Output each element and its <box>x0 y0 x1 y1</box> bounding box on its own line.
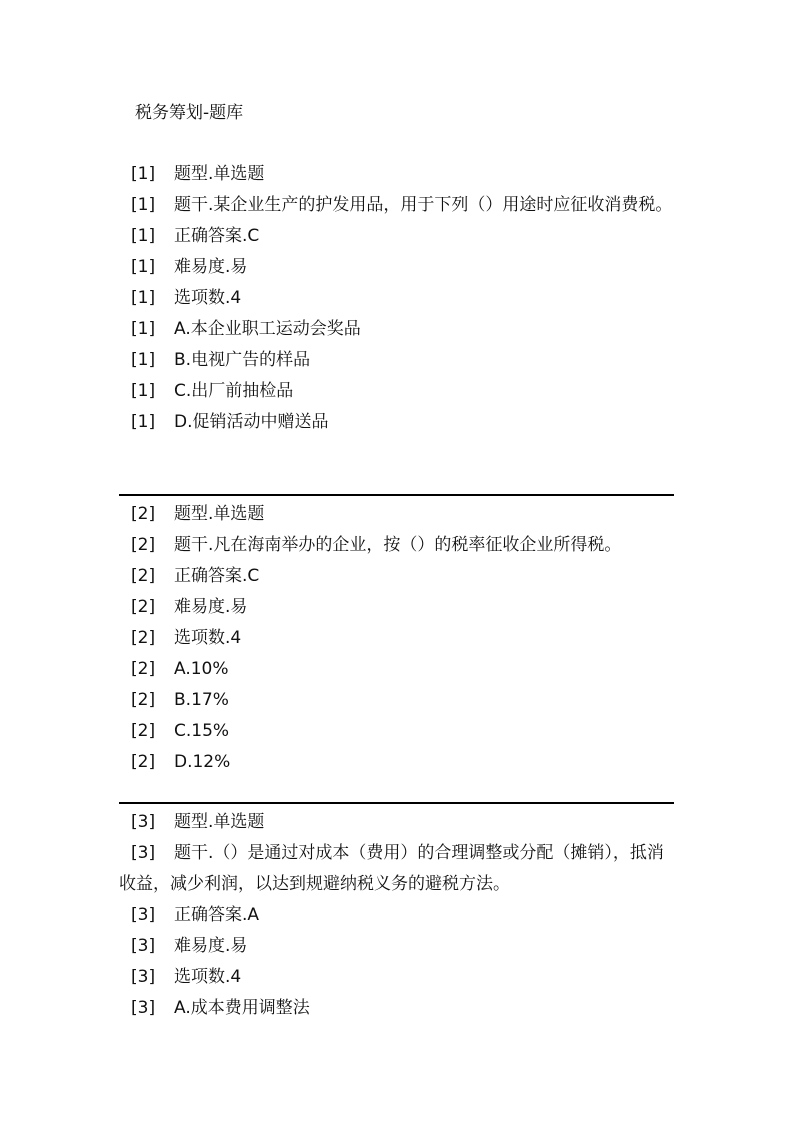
question-block-3 <box>119 807 679 1024</box>
question-block-2 <box>119 499 679 778</box>
question-line-text: C.15% <box>174 721 230 741</box>
question-line <box>119 190 679 221</box>
question-line-text: A.成本费用调整法 <box>174 998 310 1018</box>
question-number: [2] <box>131 690 156 710</box>
question-line <box>119 314 679 345</box>
question-line <box>119 499 679 530</box>
question-line-text: 难易度.易 <box>174 936 248 956</box>
question-line-text: 选项数.4 <box>174 967 242 987</box>
question-line-text: 题干.凡在海南举办的企业，按（）的税率征收企业所得税。 <box>174 535 622 555</box>
question-line <box>119 221 679 252</box>
question-line <box>119 530 679 561</box>
question-line <box>119 716 679 747</box>
question-line-text: B.17% <box>174 690 229 710</box>
divider <box>119 494 674 496</box>
question-line-text: 选项数.4 <box>174 288 242 308</box>
question-line-text: 正确答案.C <box>174 566 260 586</box>
question-line <box>119 685 679 716</box>
question-number: [2] <box>131 597 156 617</box>
question-line <box>119 900 679 931</box>
question-line-text: 难易度.易 <box>174 597 248 617</box>
question-line-text: 难易度.易 <box>174 257 248 277</box>
question-block-1 <box>119 159 679 438</box>
question-line <box>119 592 679 623</box>
question-line-text: 正确答案.C <box>174 226 260 246</box>
question-line-text: D.促销活动中赠送品 <box>174 412 329 432</box>
question-number: [3] <box>131 843 156 863</box>
question-number: [2] <box>131 752 156 772</box>
question-number: [1] <box>131 319 156 339</box>
question-line <box>119 654 679 685</box>
question-line <box>119 962 679 993</box>
question-line-text: A.10% <box>174 659 229 679</box>
question-line <box>119 376 679 407</box>
question-line-text: 题干.某企业生产的护发用品，用于下列（）用途时应征收消费税。 <box>174 195 673 215</box>
question-line <box>119 623 679 654</box>
question-number: [3] <box>131 967 156 987</box>
divider <box>119 802 674 804</box>
question-number: [2] <box>131 659 156 679</box>
question-line-text: 题型.单选题 <box>174 504 265 524</box>
question-line-text: 选项数.4 <box>174 628 242 648</box>
question-line-text: 正确答案.A <box>174 905 260 925</box>
question-number: [1] <box>131 350 156 370</box>
question-number: [1] <box>131 226 156 246</box>
question-number: [1] <box>131 257 156 277</box>
question-line <box>119 561 679 592</box>
question-number: [2] <box>131 628 156 648</box>
question-line <box>119 407 679 438</box>
question-number: [2] <box>131 535 156 555</box>
question-line <box>119 345 679 376</box>
question-line <box>119 252 679 283</box>
question-line-text: 题干.（）是通过对成本（费用）的合理调整或分配（摊销），抵消收益，减少利润，以达到规避纳税义务的避税方法。 <box>119 843 664 894</box>
document-title: 税务筹划-题库 <box>135 103 244 123</box>
question-line <box>119 807 679 838</box>
question-number: [1] <box>131 195 156 215</box>
question-number: [1] <box>131 164 156 184</box>
question-number: [1] <box>131 412 156 432</box>
question-line-text: A.本企业职工运动会奖品 <box>174 319 361 339</box>
question-line-text: 题型.单选题 <box>174 812 265 832</box>
question-number: [3] <box>131 812 156 832</box>
question-line-text: C.出厂前抽检品 <box>174 381 294 401</box>
question-line <box>119 931 679 962</box>
question-line-text: D.12% <box>174 752 231 772</box>
question-number: [1] <box>131 381 156 401</box>
question-line <box>119 838 679 900</box>
question-number: [3] <box>131 936 156 956</box>
question-number: [2] <box>131 566 156 586</box>
question-line <box>119 993 679 1024</box>
question-number: [3] <box>131 998 156 1018</box>
question-line <box>119 159 679 190</box>
question-line-text: B.电视广告的样品 <box>174 350 311 370</box>
question-number: [3] <box>131 905 156 925</box>
question-line-text: 题型.单选题 <box>174 164 265 184</box>
question-number: [2] <box>131 504 156 524</box>
question-line <box>119 283 679 314</box>
question-line <box>119 747 679 778</box>
question-number: [2] <box>131 721 156 741</box>
question-number: [1] <box>131 288 156 308</box>
